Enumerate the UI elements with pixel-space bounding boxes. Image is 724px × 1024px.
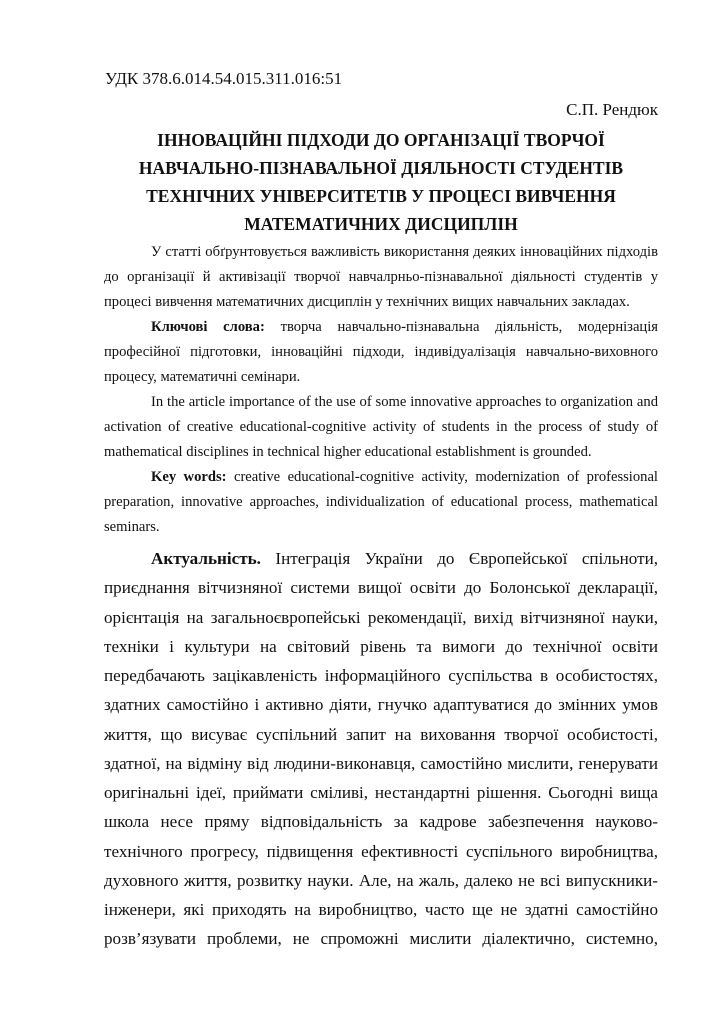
text-line [104, 866, 658, 895]
title-line: ТЕХНІЧНИХ УНІВЕРСИТЕТІВ У ПРОЦЕСІ ВИВЧЕННЯ [146, 186, 616, 206]
line-text: процесі вивчення математичних дисциплін у технічних вищих навчальних закладах. [104, 294, 630, 310]
line-text: seminars. [104, 519, 160, 535]
line-text: духовного життя, розвитку науки. Але, на жаль, далеко не всі випускники- [104, 870, 658, 890]
title-line: НАВЧАЛЬНО-ПІЗНАВАЛЬНОЇ ДІЯЛЬНОСТІ СТУДЕНТІВ [138, 158, 624, 178]
text-line [104, 315, 658, 340]
line-text: mathematical disciplines in technical higher educational establishment is grounded. [104, 444, 592, 460]
abstract-paragraph [104, 390, 658, 465]
abstract-paragraph [104, 315, 658, 390]
text-line [104, 440, 658, 465]
text-line [104, 265, 658, 290]
text-line [104, 290, 658, 315]
text-line [104, 390, 658, 415]
text-line [104, 749, 658, 778]
line-text: здатної, на відміну від людини-виконавця, самостійно мислити, генерувати [104, 753, 658, 773]
line-text: процесу, математичні семінари. [104, 369, 301, 385]
abstract [104, 240, 658, 540]
line-text: до організації й активізації творчої навчалрньо-пізнавальної діяльності студентів у [104, 269, 658, 285]
author-name: С.П. Рендюк [566, 100, 658, 119]
udc-code: УДК 378.6.014.54.015.311.016:51 [105, 69, 343, 88]
text-line [104, 490, 658, 515]
line-text: creative educational-cognitive activity, modernization of professional [233, 469, 658, 485]
paragraph-lead: Key words: [151, 469, 227, 485]
text-line [104, 415, 658, 440]
body-paragraph [104, 544, 658, 954]
text-line [104, 573, 658, 602]
line-text: орієнтація на загальноєвропейські рекомендації, вихід вітчизняної науки, [104, 607, 658, 627]
abstract-paragraph [104, 465, 658, 540]
line-text: activation of creative educational-cognitive activity of students in the process of study of [104, 419, 658, 435]
line-text: передбачають зацікавленість інформаційного суспільства в особистостях, [104, 666, 658, 685]
line-text: життя, що висуває суспільний запит на виховання творчої особистості, [104, 724, 658, 744]
paragraph-lead: Ключові слова: [151, 319, 265, 335]
text-line [104, 807, 658, 836]
text-line [104, 778, 658, 807]
line-text: здатних самостійно і активно діяти, гнучко адаптуватися до змінних умов [104, 695, 658, 715]
text-line [104, 365, 658, 390]
text-line [104, 895, 658, 924]
text-line [104, 690, 658, 719]
body-text [104, 544, 658, 954]
text-line [104, 465, 658, 490]
abstract-paragraph [104, 240, 658, 315]
line-text: школа несе пряму відповідальність за кадрове забезпечення науково- [104, 812, 658, 832]
line-text: У статті обґрунтовується важливість використання деяких інноваційних підходів [151, 244, 658, 260]
line-text: оригінальні ідеї, приймати сміливі, нестандартні рішення. Сьогодні вища [104, 783, 658, 802]
line-text: In the article importance of the use of some innovative approaches to organization and [151, 394, 658, 410]
text-line [104, 340, 658, 365]
text-line [104, 544, 658, 573]
line-text: приєднання вітчизняної системи вищої освіти до Болонської декларації, [104, 578, 658, 598]
article-title [104, 126, 658, 238]
line-text: Інтеграція України до Європейської спільноти, [275, 549, 658, 568]
title-line: МАТЕМАТИЧНИХ ДИСЦИПЛІН [244, 214, 518, 234]
text-line [104, 603, 658, 632]
text-line [104, 515, 658, 540]
title-line: ІННОВАЦІЙНІ ПІДХОДИ ДО ОРГАНІЗАЦІЇ ТВОРЧОЇ [157, 130, 605, 150]
text-line [104, 924, 658, 953]
text-line [104, 661, 658, 690]
text-line [104, 837, 658, 866]
text-line [104, 632, 658, 661]
line-text: інженери, які приходять на виробництво, часто ще не здатні самостійно [104, 900, 658, 919]
line-text: розв’язувати проблеми, не спроможні мислити діалектично, системно, [104, 929, 658, 949]
line-text: технічного прогресу, підвищення ефективності суспільного виробництва, [104, 841, 658, 861]
line-text: техніки і культури на світовий рівень та вимоги до технічної освіти [104, 636, 658, 656]
paragraph-lead: Актуальність. [151, 549, 261, 568]
line-text: творча навчально-пізнавальна діяльність, модернізація [280, 319, 659, 335]
text-line [104, 720, 658, 749]
text-line [104, 240, 658, 265]
line-text: preparation, innovative approaches, individualization of educational process, mathematical [104, 494, 658, 510]
line-text: професійної підготовки, інноваційні підходи, індивідуалізація навчально-виховного [104, 344, 658, 360]
